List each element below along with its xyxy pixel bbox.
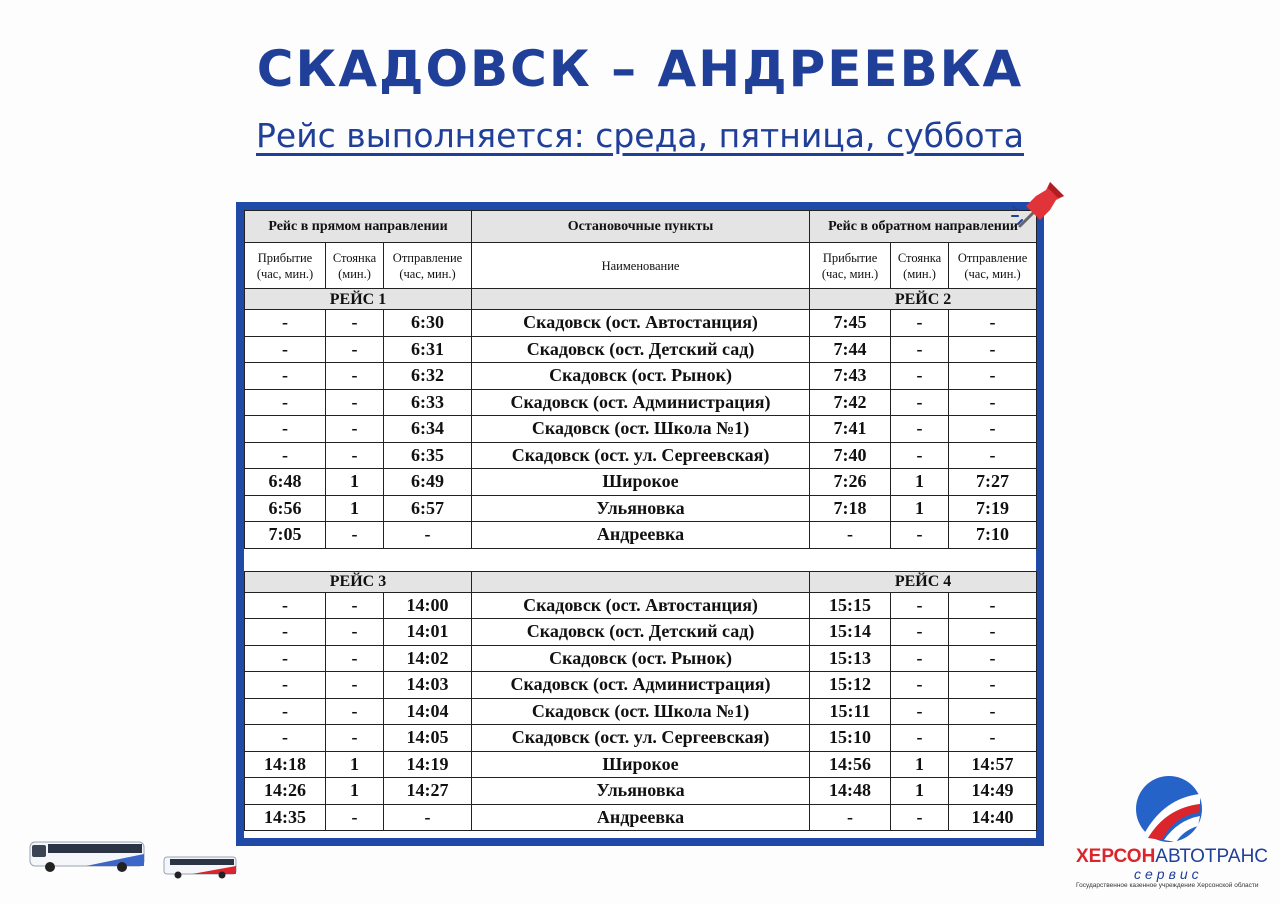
- return-arrival-cell: 7:26: [810, 469, 891, 496]
- return-departure-cell: 14:57: [949, 751, 1037, 778]
- stop-name-cell: Андреевка: [472, 522, 810, 549]
- return-departure-cell: 7:19: [949, 495, 1037, 522]
- return-stop-time-cell: -: [891, 310, 949, 337]
- departure-cell: 14:04: [384, 698, 472, 725]
- stop-name-cell: Андреевка: [472, 804, 810, 831]
- bus-icon: [26, 836, 148, 874]
- return-departure-cell: 14:40: [949, 804, 1037, 831]
- arrival-cell: -: [245, 310, 326, 337]
- return-arrival-cell: -: [810, 522, 891, 549]
- arrival-cell: -: [245, 645, 326, 672]
- stop-name-cell: Скадовск (ост. Автостанция): [472, 310, 810, 337]
- departure-cell: -: [384, 804, 472, 831]
- return-arrival-cell: 7:45: [810, 310, 891, 337]
- return-arrival-cell: 15:13: [810, 645, 891, 672]
- stop-time-header: Стоянка (мин.): [326, 243, 384, 289]
- stop-time-cell: -: [326, 672, 384, 699]
- spacer-row: [245, 548, 1037, 571]
- stop-name-cell: Скадовск (ост. Администрация): [472, 672, 810, 699]
- return-departure-cell: 14:49: [949, 778, 1037, 805]
- arrival-cell: -: [245, 363, 326, 390]
- table-row: [245, 522, 1037, 549]
- return-stop-time-cell: -: [891, 725, 949, 752]
- table-row: [245, 778, 1037, 805]
- stop-time-cell: 1: [326, 495, 384, 522]
- stop-name-cell: Скадовск (ост. Детский сад): [472, 336, 810, 363]
- stop-name-cell: Скадовск (ост. Администрация): [472, 389, 810, 416]
- return-stop-time-cell: -: [891, 522, 949, 549]
- table-row: [245, 645, 1037, 672]
- arrival-cell: 14:35: [245, 804, 326, 831]
- schedule-frame: [236, 202, 1044, 846]
- arrival-cell: 6:48: [245, 469, 326, 496]
- stop-name-cell: Скадовск (ост. ул. Сергеевская): [472, 442, 810, 469]
- return-stop-time-cell: 1: [891, 469, 949, 496]
- stop-name-cell: Скадовск (ост. Рынок): [472, 363, 810, 390]
- company-logo: [1072, 772, 1272, 892]
- return-arrival-cell: 7:42: [810, 389, 891, 416]
- brand-tagline: Государственное казенное учреждение Херсонской области: [1076, 882, 1259, 889]
- stops-header: Остановочные пункты: [472, 211, 810, 243]
- table-row: [245, 310, 1037, 337]
- table-row: [245, 725, 1037, 752]
- return-stop-time-cell: -: [891, 592, 949, 619]
- stop-time-cell: -: [326, 522, 384, 549]
- return-arrival-cell: -: [810, 804, 891, 831]
- return-stop-time-cell: 1: [891, 495, 949, 522]
- pushpin-icon: [1010, 176, 1070, 232]
- table-row: [245, 363, 1037, 390]
- stop-name-cell: Скадовск (ост. Рынок): [472, 645, 810, 672]
- return-arrival-cell: 15:14: [810, 619, 891, 646]
- return-arrival-cell: 15:15: [810, 592, 891, 619]
- reverse-trip-label: РЕЙС 4: [810, 571, 1037, 592]
- arrival-cell: -: [245, 416, 326, 443]
- stop-time-cell: -: [326, 389, 384, 416]
- return-departure-cell: -: [949, 336, 1037, 363]
- stop-time-cell: 1: [326, 751, 384, 778]
- return-stop-time-cell: -: [891, 416, 949, 443]
- bus-icon: [162, 852, 238, 880]
- return-stop-time-cell: -: [891, 389, 949, 416]
- trip-header-blank: [472, 289, 810, 310]
- trip-header-blank: [472, 571, 810, 592]
- stop-name-cell: Скадовск (ост. Школа №1): [472, 698, 810, 725]
- departure-cell: 6:57: [384, 495, 472, 522]
- header-row-sub: [245, 243, 1037, 289]
- stop-time-cell: -: [326, 804, 384, 831]
- arrival-cell: 7:05: [245, 522, 326, 549]
- table-row: [245, 592, 1037, 619]
- stop-name-cell: Скадовск (ост. ул. Сергеевская): [472, 725, 810, 752]
- trip-header-row: [245, 289, 1037, 310]
- arrival-cell: -: [245, 336, 326, 363]
- table-row: [245, 804, 1037, 831]
- stop-time-cell: -: [326, 645, 384, 672]
- company-logo-icon: [1134, 774, 1204, 844]
- return-stop-time-cell: 1: [891, 778, 949, 805]
- departure-header: Отправление (час, мин.): [384, 243, 472, 289]
- return-arrival-cell: 7:18: [810, 495, 891, 522]
- departure-cell: 6:35: [384, 442, 472, 469]
- schedule-days: Рейс выполняется: среда, пятница, суббота: [256, 116, 1024, 155]
- departure-cell: 6:33: [384, 389, 472, 416]
- brand-name-blue: АВТОТРАНС: [1155, 846, 1269, 867]
- departure-cell: 6:31: [384, 336, 472, 363]
- stop-time-cell: -: [326, 363, 384, 390]
- return-departure-cell: -: [949, 389, 1037, 416]
- table-row: [245, 469, 1037, 496]
- table-row: [245, 416, 1037, 443]
- arrival-cell: -: [245, 389, 326, 416]
- return-departure-cell: -: [949, 363, 1037, 390]
- departure-cell: 14:05: [384, 725, 472, 752]
- table-row: [245, 495, 1037, 522]
- return-arrival-cell: 7:44: [810, 336, 891, 363]
- stop-time-cell: -: [326, 698, 384, 725]
- return-arrival-cell: 14:48: [810, 778, 891, 805]
- stop-time-cell: -: [326, 592, 384, 619]
- return-arrival-cell: 15:10: [810, 725, 891, 752]
- return-departure-cell: -: [949, 619, 1037, 646]
- return-stop-time-cell: -: [891, 645, 949, 672]
- arrival-cell: -: [245, 592, 326, 619]
- table-row: [245, 619, 1037, 646]
- reverse-trip-label: РЕЙС 2: [810, 289, 1037, 310]
- reverse-direction-header: Рейс в обратном направлении: [810, 211, 1037, 243]
- name-header: Наименование: [472, 243, 810, 289]
- brand-name-red: ХЕРСОН: [1076, 846, 1156, 867]
- page-title: СКАДОВСК – АНДРЕЕВКА: [256, 40, 1024, 98]
- arrival-cell: 14:18: [245, 751, 326, 778]
- departure-cell: 14:27: [384, 778, 472, 805]
- return-departure-cell: -: [949, 698, 1037, 725]
- departure-cell: -: [384, 522, 472, 549]
- brand-subtitle: сервис: [1134, 866, 1203, 882]
- stop-name-cell: Скадовск (ост. Автостанция): [472, 592, 810, 619]
- stop-name-cell: Широкое: [472, 751, 810, 778]
- brand-name: [1076, 846, 1268, 868]
- departure-cell: 6:34: [384, 416, 472, 443]
- table-row: [245, 336, 1037, 363]
- table-row: [245, 442, 1037, 469]
- forward-trip-label: РЕЙС 3: [245, 571, 472, 592]
- table-row: [245, 389, 1037, 416]
- arrival-cell: -: [245, 698, 326, 725]
- spacer-cell: [245, 548, 1037, 571]
- arrival-cell: -: [245, 442, 326, 469]
- stop-time-cell: 1: [326, 778, 384, 805]
- return-stop-time-cell: 1: [891, 751, 949, 778]
- return-departure-cell: -: [949, 645, 1037, 672]
- return-departure-cell: 7:27: [949, 469, 1037, 496]
- departure-header: Отправление (час, мин.): [949, 243, 1037, 289]
- departure-cell: 14:02: [384, 645, 472, 672]
- arrival-cell: -: [245, 672, 326, 699]
- return-arrival-cell: 7:43: [810, 363, 891, 390]
- stop-time-cell: -: [326, 310, 384, 337]
- return-stop-time-cell: -: [891, 336, 949, 363]
- stop-name-cell: Скадовск (ост. Детский сад): [472, 619, 810, 646]
- arrival-header: Прибытие (час, мин.): [810, 243, 891, 289]
- header-row-main: [245, 211, 1037, 243]
- trip-header-row: [245, 571, 1037, 592]
- stop-name-cell: Ульяновка: [472, 778, 810, 805]
- departure-cell: 6:49: [384, 469, 472, 496]
- stop-name-cell: Скадовск (ост. Школа №1): [472, 416, 810, 443]
- stop-time-cell: -: [326, 336, 384, 363]
- return-departure-cell: -: [949, 416, 1037, 443]
- stop-time-cell: -: [326, 619, 384, 646]
- stop-time-cell: -: [326, 725, 384, 752]
- departure-cell: 6:30: [384, 310, 472, 337]
- schedule-table: [244, 210, 1037, 831]
- departure-cell: 6:32: [384, 363, 472, 390]
- stop-time-cell: -: [326, 416, 384, 443]
- stop-name-cell: Широкое: [472, 469, 810, 496]
- return-stop-time-cell: -: [891, 804, 949, 831]
- stop-time-header: Стоянка (мин.): [891, 243, 949, 289]
- return-departure-cell: -: [949, 442, 1037, 469]
- return-stop-time-cell: -: [891, 442, 949, 469]
- departure-cell: 14:19: [384, 751, 472, 778]
- return-arrival-cell: 7:41: [810, 416, 891, 443]
- table-row: [245, 698, 1037, 725]
- stop-name-cell: Ульяновка: [472, 495, 810, 522]
- arrival-cell: 14:26: [245, 778, 326, 805]
- return-arrival-cell: 7:40: [810, 442, 891, 469]
- table-row: [245, 751, 1037, 778]
- return-arrival-cell: 15:12: [810, 672, 891, 699]
- table-row: [245, 672, 1037, 699]
- return-stop-time-cell: -: [891, 698, 949, 725]
- return-arrival-cell: 15:11: [810, 698, 891, 725]
- return-arrival-cell: 14:56: [810, 751, 891, 778]
- return-departure-cell: -: [949, 672, 1037, 699]
- return-departure-cell: -: [949, 725, 1037, 752]
- arrival-cell: -: [245, 725, 326, 752]
- departure-cell: 14:01: [384, 619, 472, 646]
- return-stop-time-cell: -: [891, 619, 949, 646]
- return-stop-time-cell: -: [891, 363, 949, 390]
- departure-cell: 14:03: [384, 672, 472, 699]
- forward-trip-label: РЕЙС 1: [245, 289, 472, 310]
- arrival-cell: -: [245, 619, 326, 646]
- return-departure-cell: -: [949, 592, 1037, 619]
- arrival-header: Прибытие (час, мин.): [245, 243, 326, 289]
- forward-direction-header: Рейс в прямом направлении: [245, 211, 472, 243]
- return-departure-cell: 7:10: [949, 522, 1037, 549]
- stop-time-cell: 1: [326, 469, 384, 496]
- return-stop-time-cell: -: [891, 672, 949, 699]
- stop-time-cell: -: [326, 442, 384, 469]
- departure-cell: 14:00: [384, 592, 472, 619]
- return-departure-cell: -: [949, 310, 1037, 337]
- arrival-cell: 6:56: [245, 495, 326, 522]
